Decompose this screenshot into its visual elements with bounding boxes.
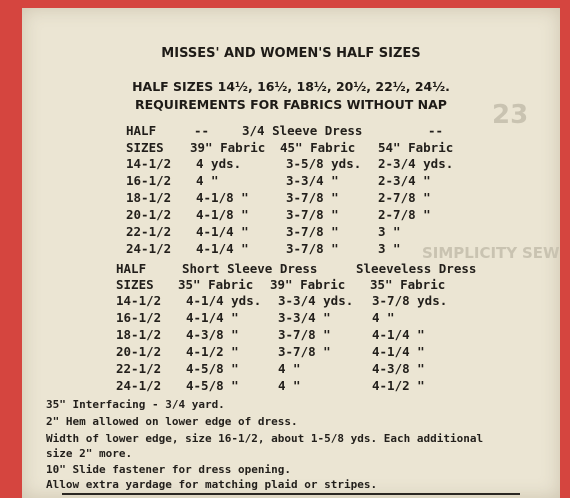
table-cell: 4-1/2 " [372, 378, 425, 393]
table-cell: 4-1/4 " [186, 310, 239, 325]
table-cell: 3-3/4 " [286, 173, 339, 188]
table2-head-fabric-39: 39" Fabric [270, 277, 346, 292]
table-row: 14-1/2 [126, 156, 172, 171]
table-cell: 4 " [372, 310, 395, 325]
table2-head-fabric-35: 35" Fabric [178, 277, 254, 292]
table-cell: 2-7/8 " [378, 207, 431, 222]
table1-head-fabric-39: 39" Fabric [190, 140, 266, 155]
table-cell: 2-3/4 yds. [378, 156, 454, 171]
note-plaid: Allow extra yardage for matching plaid or stripes. [46, 478, 378, 491]
table2-head-fabric-35b: 35" Fabric [370, 277, 446, 292]
table1-head-half: HALF [126, 123, 157, 138]
table-cell: 3-5/8 yds. [286, 156, 362, 171]
table-cell: 4-3/8 " [186, 327, 239, 342]
table-cell: 3-7/8 " [286, 224, 339, 239]
requirements-line: REQUIREMENTS FOR FABRICS WITHOUT NAP [135, 97, 447, 112]
table-cell: 3-7/8 " [286, 241, 339, 256]
table-cell: 4-1/4 yds. [186, 293, 262, 308]
table-cell: 4 yds. [196, 156, 242, 171]
table-cell: 4-1/8 " [196, 207, 249, 222]
table-cell: 3-7/8 " [278, 344, 331, 359]
table-row: 20-1/2 [126, 207, 172, 222]
note-fastener: 10" Slide fastener for dress opening. [46, 463, 292, 476]
table-row: 24-1/2 [126, 241, 172, 256]
table1-head-dash-right: -- [428, 123, 444, 138]
table-cell: 3 " [378, 224, 401, 239]
table-cell: 4-1/4 " [196, 224, 249, 239]
table-cell: 4-3/8 " [372, 361, 425, 376]
note-width: Width of lower edge, size 16-1/2, about 1-5/8 yds. Each additional [46, 432, 484, 445]
table-row: 16-1/2 [126, 173, 172, 188]
table-cell: 4-1/8 " [196, 190, 249, 205]
table-cell: 3-7/8 " [286, 190, 339, 205]
table-row: 22-1/2 [126, 224, 172, 239]
table-cell: 4-5/8 " [186, 378, 239, 393]
table-cell: 4-5/8 " [186, 361, 239, 376]
table-cell: 4-1/4 " [196, 241, 249, 256]
table-cell: 3-3/4 " [278, 310, 331, 325]
table-cell: 4 " [196, 173, 219, 188]
table1-head-dash-left: -- [194, 123, 210, 138]
table-cell: 3 " [378, 241, 401, 256]
table-cell: 3-3/4 yds. [278, 293, 354, 308]
table-cell: 4 " [278, 361, 301, 376]
bottom-rule [62, 493, 520, 495]
table-cell: 4 " [278, 378, 301, 393]
table-cell: 2-7/8 " [378, 190, 431, 205]
table-cell: 2-3/4 " [378, 173, 431, 188]
pattern-envelope-back [22, 8, 560, 498]
table-cell: 4-1/2 " [186, 344, 239, 359]
table1-head-style: 3/4 Sleeve Dress [242, 123, 363, 138]
table2-head-half: HALF [116, 261, 147, 276]
show-through-word-2: SEW [522, 244, 560, 262]
table-row: 20-1/2 [116, 344, 162, 359]
table1-head-fabric-54: 54" Fabric [378, 140, 454, 155]
show-through-number: 23 [492, 100, 529, 130]
table-cell: 4-1/4 " [372, 344, 425, 359]
table2-head-short-sleeve: Short Sleeve Dress [182, 261, 318, 276]
table-row: 24-1/2 [116, 378, 162, 393]
table-cell: 3-7/8 " [286, 207, 339, 222]
note-width-cont: size 2" more. [46, 447, 133, 460]
table2-head-sleeveless: Sleeveless Dress [356, 261, 477, 276]
table-row: 22-1/2 [116, 361, 162, 376]
table1-head-sizes: SIZES [126, 140, 164, 155]
table-row: 14-1/2 [116, 293, 162, 308]
table-row: 18-1/2 [116, 327, 162, 342]
table-row: 18-1/2 [126, 190, 172, 205]
table-row: 16-1/2 [116, 310, 162, 325]
show-through-word: SIMPLICITY [422, 244, 518, 262]
sizes-line: HALF SIZES 14½, 16½, 18½, 20½, 22½, 24½. [132, 79, 450, 94]
table-cell: 3-7/8 " [278, 327, 331, 342]
table1-head-fabric-45: 45" Fabric [280, 140, 356, 155]
page-title: MISSES' AND WOMEN'S HALF SIZES [161, 46, 421, 61]
note-hem: 2" Hem allowed on lower edge of dress. [46, 415, 298, 428]
table-cell: 3-7/8 yds. [372, 293, 448, 308]
table-cell: 4-1/4 " [372, 327, 425, 342]
table2-head-sizes: SIZES [116, 277, 154, 292]
note-interfacing: 35" Interfacing - 3/4 yard. [46, 398, 225, 411]
